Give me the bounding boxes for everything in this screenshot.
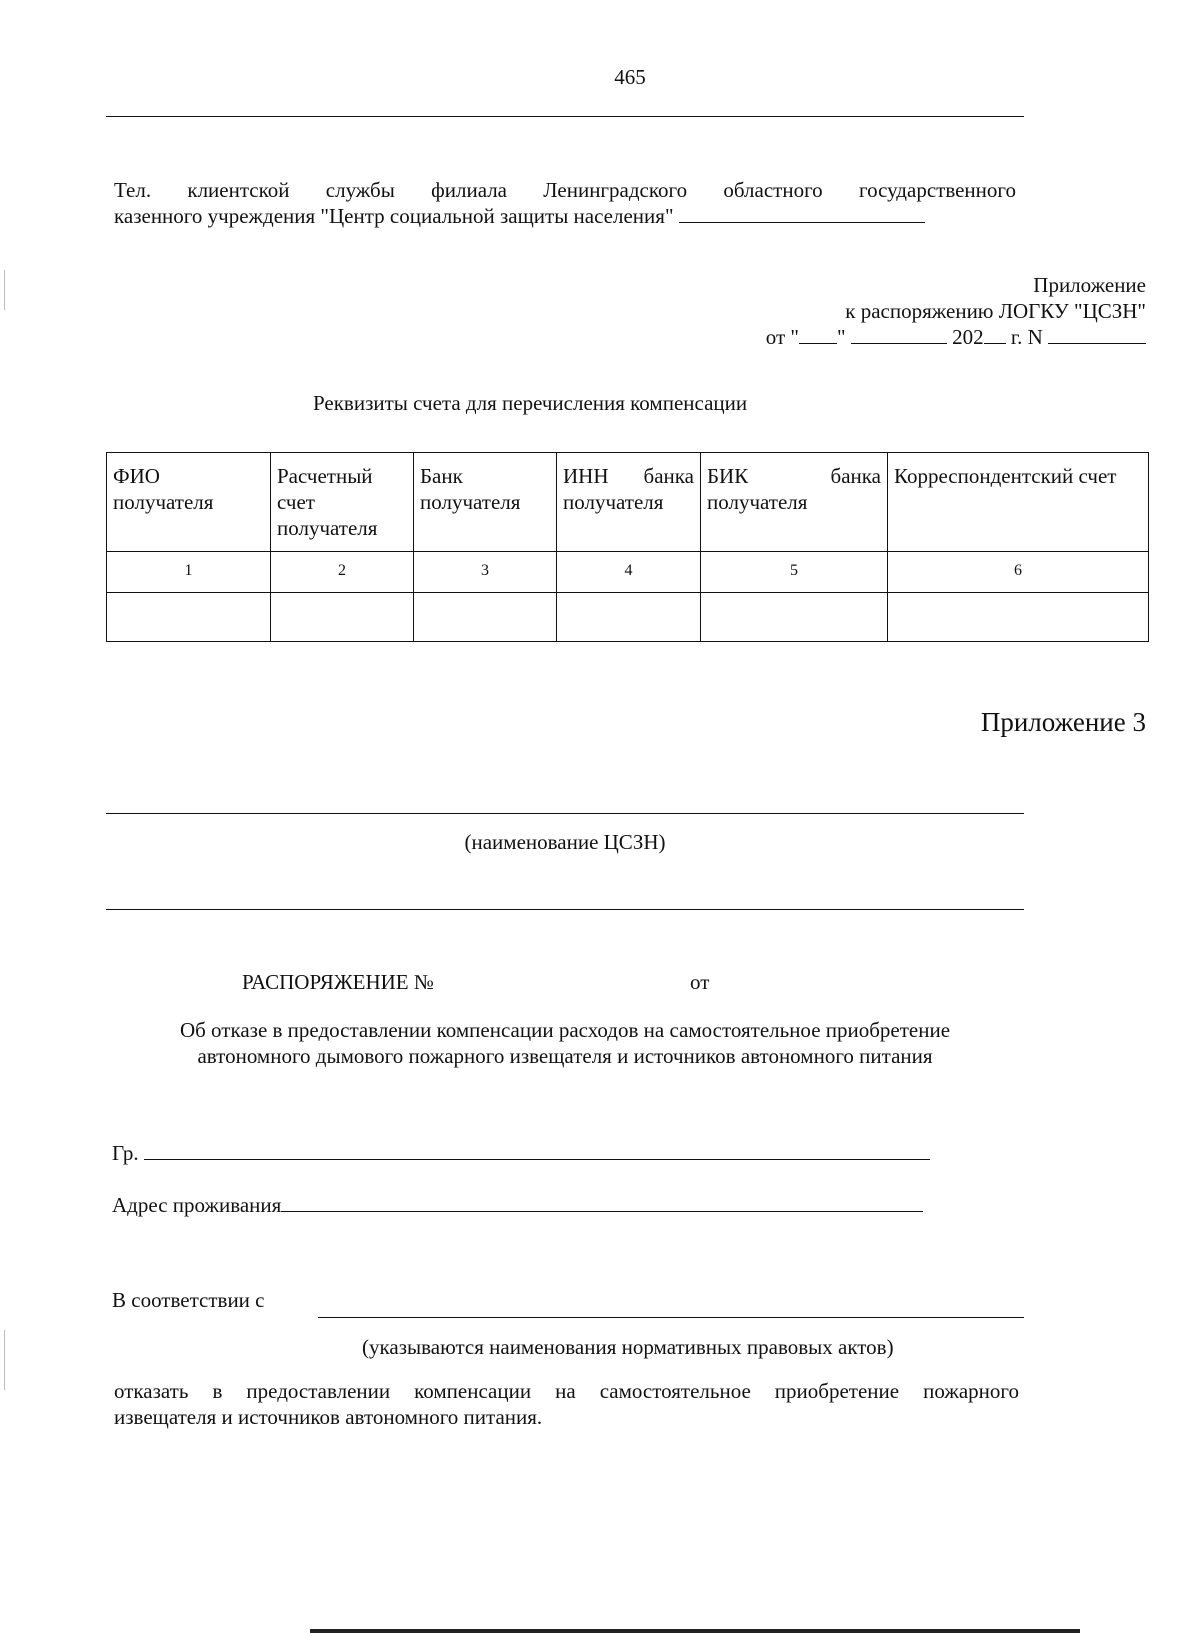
header-bik	[701, 453, 888, 552]
scan-margin-mark	[4, 270, 5, 310]
decision-line-1: отказать в предоставлении компенсации на самостоятельное приобретение пожарного	[114, 1379, 1019, 1403]
address-label: Адрес проживания	[112, 1193, 282, 1217]
table-row	[107, 593, 1149, 642]
date-day-blank[interactable]	[799, 324, 837, 344]
col-num-3: 3	[414, 552, 557, 593]
number-blank[interactable]	[1048, 324, 1146, 344]
header-account: Расчетный счет получателя	[271, 453, 414, 552]
cell-account[interactable]	[271, 593, 414, 642]
page-number: 465	[614, 65, 646, 89]
table-header-row	[107, 453, 1149, 552]
phone-line-2-row	[114, 203, 925, 229]
number-label: г. N	[1010, 325, 1043, 349]
date-year: 202	[952, 325, 984, 349]
date-prefix: от "	[765, 325, 799, 349]
appendix-subtitle: к распоряжению ЛОГКУ "ЦСЗН"	[845, 299, 1146, 323]
phone-blank[interactable]	[679, 203, 925, 223]
cell-fio[interactable]	[107, 593, 271, 642]
header-corr: Корреспондентский счет	[888, 453, 1149, 552]
date-month-blank[interactable]	[851, 324, 947, 344]
col-num-6: 6	[888, 552, 1149, 593]
appendix-title: Приложение	[1033, 273, 1146, 297]
decision-line-2: извещателя и источников автономного питания.	[114, 1405, 543, 1429]
citizen-row	[112, 1140, 930, 1166]
phone-line-2: казенного учреждения "Центр социальной защиты населения"	[114, 204, 674, 228]
basis-label: В соответствии с	[112, 1288, 265, 1312]
date-mid: "	[837, 325, 846, 349]
cell-corr[interactable]	[888, 593, 1149, 642]
col-num-2: 2	[271, 552, 414, 593]
header-inn	[557, 453, 701, 552]
header-fio: ФИО получателя	[107, 453, 271, 552]
scan-margin-mark	[4, 1330, 5, 1390]
table-title: Реквизиты счета для перечисления компенсации	[313, 391, 748, 415]
requisites-table	[106, 452, 1149, 642]
header-inn-text: ИНН банка получателя	[563, 464, 694, 514]
citizen-blank[interactable]	[144, 1140, 930, 1160]
cell-bank[interactable]	[414, 593, 557, 642]
col-num-5: 5	[701, 552, 888, 593]
order-subject-1: Об отказе в предоставлении компенсации расходов на самостоятельное приобретение	[179, 1018, 951, 1042]
scan-bottom-edge	[310, 1629, 1080, 1633]
cell-inn[interactable]	[557, 593, 701, 642]
phone-line-1: Тел. клиентской службы филиала Ленинградского областного государственного	[114, 178, 1016, 202]
order-from: от	[690, 970, 710, 994]
org-caption: (наименование ЦСЗН)	[464, 830, 666, 854]
basis-caption: (указываются наименования нормативных правовых актов)	[362, 1335, 894, 1359]
basis-line[interactable]	[318, 1317, 1024, 1318]
address-blank[interactable]	[281, 1192, 923, 1212]
header-bik-text: БИК банка получателя	[707, 464, 881, 514]
citizen-label: Гр.	[112, 1141, 139, 1165]
col-num-4: 4	[557, 552, 701, 593]
cell-bik[interactable]	[701, 593, 888, 642]
col-num-1: 1	[107, 552, 271, 593]
appendix-date-row	[766, 324, 1146, 350]
address-row	[112, 1192, 923, 1218]
date-year-blank[interactable]	[984, 324, 1006, 344]
table-number-row	[107, 552, 1149, 593]
order-subject-2: автономного дымового пожарного извещателя и источников автономного питания	[197, 1044, 933, 1068]
org-extra-line[interactable]	[106, 909, 1024, 910]
appendix3-title: Приложение 3	[980, 707, 1146, 737]
org-name-line[interactable]	[106, 813, 1024, 814]
header-rule	[106, 116, 1024, 117]
header-bank: Банк получателя	[414, 453, 557, 552]
order-label: РАСПОРЯЖЕНИЕ №	[242, 970, 434, 994]
